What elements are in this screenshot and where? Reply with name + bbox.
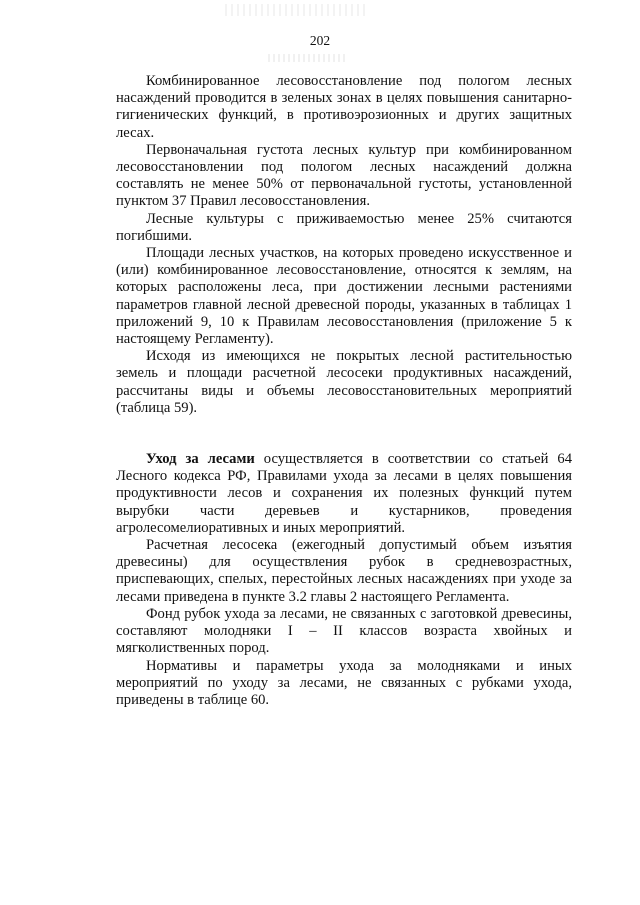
paragraph-care-fund: Фонд рубок ухода за лесами, не связанных с заготовкой древесины, составляют молодняки I – II классов возраста хвойных и мягколиственных пород. bbox=[116, 605, 572, 657]
forest-care-heading: Уход за лесами bbox=[146, 451, 255, 468]
scan-artifact bbox=[225, 4, 365, 16]
forest-care-text: осуществляется в соответствии со статьей 64 Лесного кодекса РФ, Правилами ухода за лесами в целях повышения продуктивности лесов и сохранения их полезных функций путем вырубки части деревьев и кустарников, проведения агролесомелиоративных и иных мероприятий. bbox=[116, 451, 572, 536]
document-body bbox=[116, 73, 572, 709]
page-number: 202 bbox=[309, 33, 331, 48]
paragraph-dead-cultures: Лесные культуры с приживаемостью менее 25% считаются погибшими. bbox=[116, 210, 572, 244]
paragraph-volumes-table-59: Исходя из имеющихся не покрытых лесной растительностью земель и площади расчетной лесосеки продуктивных насаждений, рассчитаны виды и объемы лесовосстановительных мероприятий (таблица 59). bbox=[116, 348, 572, 416]
paragraph-forest-land-areas: Площади лесных участков, на которых проведено искусственное и (или) комбинированное лесовосстановление, относятся к землям, на которых расположены леса, при достижении лесными растениями параметров главной лесной древесной породы, указанных в таблицах 1 приложений 9, 10 к Правилам лесовосстановления (приложение 5 к настоящему Регламенту). bbox=[116, 245, 572, 348]
paragraph-combined-reforestation: Комбинированное лесовосстановление под пологом лесных насаждений проводится в зеленых зонах в целях повышения санитарно-гигиенических функций, в противоэрозионных и других защитных лесах. bbox=[116, 73, 572, 141]
paragraph-allowable-cut: Расчетная лесосека (ежегодный допустимый объем изъятия древесины) для осуществления рубок в средневозрастных, приспевающих, спелых, перестойных лесных насаждениях при уходе за лесами приведена в пункте 3.2 главы 2 настоящего Регламента. bbox=[116, 537, 572, 605]
paragraph-forest-care bbox=[116, 451, 572, 537]
paragraph-initial-density: Первоначальная густота лесных культур при комбинированном лесовосстановлении под пологом лесных насаждений должна составлять не менее 50% от первоначальной густоты, установленной пунктом 37 Правил лесовосстановления. bbox=[116, 141, 572, 210]
scan-artifact bbox=[268, 54, 348, 62]
paragraph-norms-table-60: Нормативы и параметры ухода за молодняками и иных мероприятий по уходу за лесами, не связанных с рубками ухода, приведены в таблице 60. bbox=[116, 657, 572, 708]
